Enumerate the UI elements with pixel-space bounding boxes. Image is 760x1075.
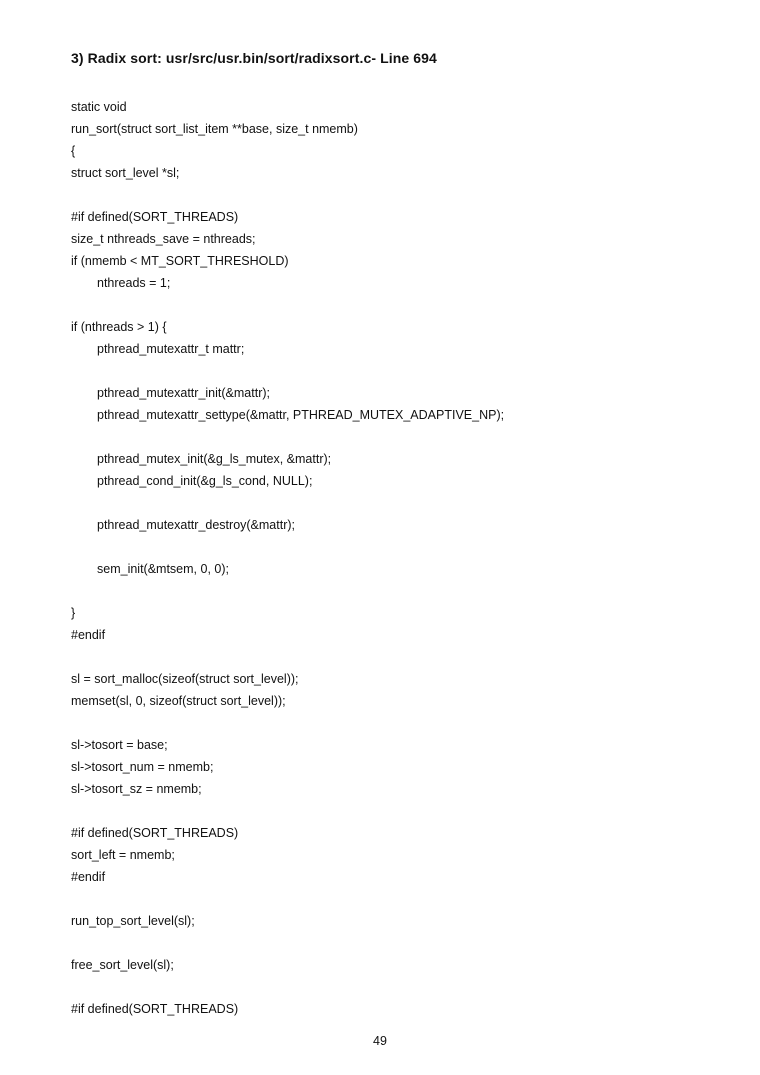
code-line bbox=[71, 976, 504, 998]
code-line: #endif bbox=[71, 628, 106, 642]
code-line bbox=[71, 492, 504, 514]
code-line bbox=[71, 360, 504, 382]
code-line: size_t nthreads_save = nthreads; bbox=[71, 232, 256, 246]
code-line: run_top_sort_level(sl); bbox=[71, 914, 195, 928]
code-line: sl = sort_malloc(sizeof(struct sort_level)); bbox=[71, 672, 299, 686]
code-line: if (nmemb < MT_SORT_THRESHOLD) bbox=[71, 254, 289, 268]
code-line: sl->tosort_sz = nmemb; bbox=[71, 782, 202, 796]
code-line bbox=[71, 800, 504, 822]
code-line bbox=[71, 536, 504, 558]
code-line bbox=[71, 294, 504, 316]
code-line: sl->tosort_num = nmemb; bbox=[71, 760, 214, 774]
code-line: #endif bbox=[71, 870, 106, 884]
code-line: memset(sl, 0, sizeof(struct sort_level)); bbox=[71, 694, 286, 708]
code-line bbox=[71, 888, 504, 910]
code-line: } bbox=[71, 606, 76, 620]
code-line bbox=[71, 184, 504, 206]
code-line: run_sort(struct sort_list_item **base, size_t nmemb) bbox=[71, 122, 358, 136]
code-line: pthread_mutexattr_t mattr; bbox=[97, 342, 245, 356]
section-heading: 3) Radix sort: usr/src/usr.bin/sort/radixsort.c- Line 694 bbox=[71, 50, 437, 66]
code-line bbox=[71, 712, 504, 734]
code-line: #if defined(SORT_THREADS) bbox=[71, 210, 239, 224]
code-line: static void bbox=[71, 100, 127, 114]
code-line: struct sort_level *sl; bbox=[71, 166, 180, 180]
code-line: free_sort_level(sl); bbox=[71, 958, 174, 972]
code-line: pthread_mutexattr_destroy(&mattr); bbox=[97, 518, 295, 532]
code-line bbox=[71, 646, 504, 668]
code-line: nthreads = 1; bbox=[97, 276, 171, 290]
code-line: sort_left = nmemb; bbox=[71, 848, 175, 862]
code-line: #if defined(SORT_THREADS) bbox=[71, 1002, 239, 1016]
code-listing bbox=[71, 96, 504, 1020]
code-line: sem_init(&mtsem, 0, 0); bbox=[97, 562, 229, 576]
code-line: pthread_mutexattr_settype(&mattr, PTHREAD_MUTEX_ADAPTIVE_NP); bbox=[97, 408, 505, 422]
code-line bbox=[71, 426, 504, 448]
code-line: sl->tosort = base; bbox=[71, 738, 168, 752]
code-line bbox=[71, 580, 504, 602]
code-line: #if defined(SORT_THREADS) bbox=[71, 826, 239, 840]
code-line: pthread_mutex_init(&g_ls_mutex, &mattr); bbox=[97, 452, 332, 466]
code-line: if (nthreads > 1) { bbox=[71, 320, 167, 334]
code-line: pthread_mutexattr_init(&mattr); bbox=[97, 386, 270, 400]
code-line: pthread_cond_init(&g_ls_cond, NULL); bbox=[97, 474, 313, 488]
code-line bbox=[71, 932, 504, 954]
code-line: { bbox=[71, 144, 76, 158]
page-number: 49 bbox=[373, 1034, 387, 1048]
